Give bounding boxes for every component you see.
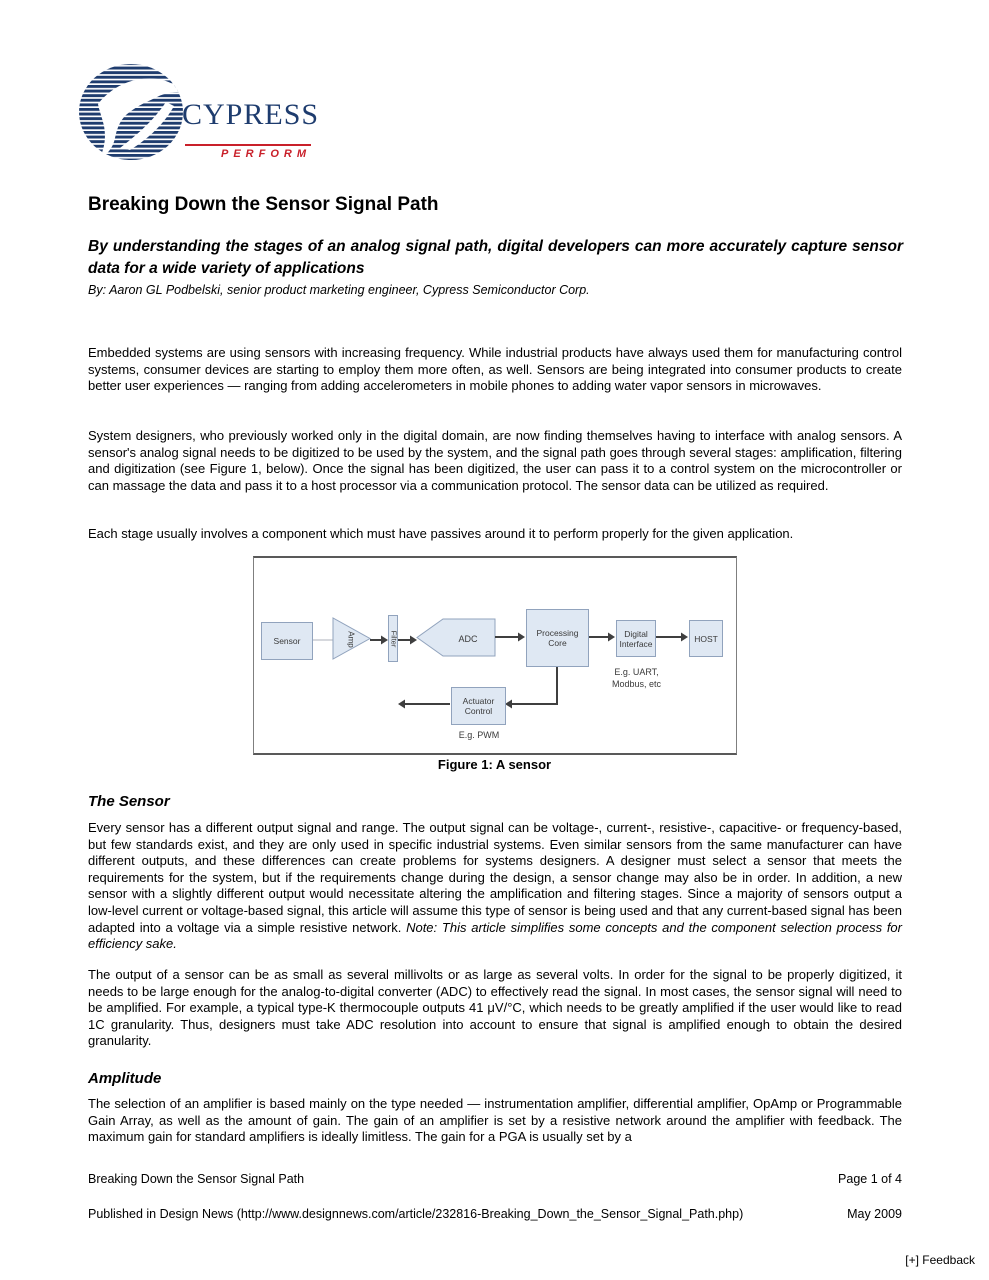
amplitude-paragraph-1: The selection of an amplifier is based mainly on the type needed — instrumentation amplifier, differential amplifier, OpAmp or Programmable Gain Array, as well as the amount of gain. The gain of an amplifier is set by a resistive network around the amplifier with feedback. The maximum gain for standard amplifiers is ideally limitless. The gain for a PGA is usually set by a bbox=[88, 1096, 902, 1145]
section-heading-the-sensor: The Sensor bbox=[88, 793, 170, 810]
sensor-paragraph-1 bbox=[88, 820, 902, 953]
uart-annotation bbox=[584, 666, 689, 690]
intro-paragraph-2: System designers, who previously worked only in the digital domain, are now finding themselves having to interface with analog sensors. A sensor's analog signal needs to be digitized to be used by the system, and the signal path goes through several stages: amplification, filtering and digitization (see Figure 1, below). Once the signal has been digitized, the user can pass it to a control system on the microcontroller or can massage the data and pass it to a host processor via a communication protocol. The sensor data can be utilized as required. bbox=[88, 428, 902, 493]
actuator-control-node: Actuator Control bbox=[451, 687, 506, 725]
intro-paragraph-3: Each stage usually involves a component which must have passives around it to perform properly for the given application. bbox=[88, 526, 794, 541]
digital-interface-node: Digital Interface bbox=[616, 620, 656, 657]
feedback-link[interactable]: [+] Feedback bbox=[905, 1253, 975, 1267]
figure-caption: Figure 1: A sensor bbox=[437, 757, 552, 772]
footer-doc-title: Breaking Down the Sensor Signal Path bbox=[88, 1172, 305, 1186]
amp-label: Amp bbox=[346, 631, 356, 648]
page-title: Breaking Down the Sensor Signal Path bbox=[88, 194, 439, 215]
uart-annotation-line2: Modbus, etc bbox=[611, 679, 662, 689]
sensor-paragraph-2: The output of a sensor can be as small as several millivolts or as large as several volts. In order for the signal to be properly digitized, it needs to be large enough for the analog-to-digital converter (ADC) to effectively read the signal. In most cases, the sensor signal will need to be amplified. For example, a typical type-K thermocouple outputs 41 μV/°C, which needs to be greatly amplified if the user would like to read 1C granularity. Thus, designers must take ADC resolution into account to ensure that signal is amplified enough to obtain the desired granularity. bbox=[88, 967, 902, 1049]
cypress-globe-icon bbox=[78, 62, 186, 162]
footer-source: Published in Design News (http://www.designnews.com/article/232816-Breaking_Down_the_Sensor_Signal_Path.php) bbox=[88, 1207, 744, 1221]
sensor-node: Sensor bbox=[261, 622, 313, 660]
host-node: HOST bbox=[689, 620, 723, 657]
article-byline: By: Aaron GL Podbelski, senior product marketing engineer, Cypress Semiconductor Corp. bbox=[88, 283, 590, 297]
cypress-logo bbox=[78, 60, 318, 164]
intro-paragraph-1: Embedded systems are using sensors with increasing frequency. While industrial products have always used them for manufacturing control systems, consumer devices are starting to employ them more often, as well. Sensors are being integrated into consumer products to create better user experiences — ranging from adding accelerometers in mobile phones to adding water vapor sensors in microwaves. bbox=[88, 345, 902, 394]
sensor-paragraph-1-text: Every sensor has a different output signal and range. The output signal can be voltage-, current-, resistive-, capacitive- or frequency-based, but few standards exist, and they are only used in specific industrial systems. Even similar sensors from the same manufacturer can have different outputs, and these differences can create problems for systems designers. A designer must select a sensor that meets the requirements for the system, but if the requirements change during the design, a sensor change may also be in order. In addition, a new sensor with a slightly different output would necessitate altering the amplification and filtering stages. Since a majority of sensors output a low-level current or voltage-based signal, this article will assume this type of sensor is being used and that any current-based signal has been adapted into a voltage via a simple resistive network. bbox=[88, 820, 902, 935]
brand-rule bbox=[185, 144, 311, 146]
pwm-annotation: E.g. PWM bbox=[458, 730, 500, 740]
article-subtitle: By understanding the stages of an analog signal path, digital developers can more accurately capture sensor data for a wide variety of applications bbox=[88, 238, 903, 277]
section-heading-amplitude: Amplitude bbox=[88, 1070, 162, 1087]
brand-tagline: PERFORM bbox=[221, 148, 311, 160]
footer-line-2 bbox=[88, 1207, 902, 1221]
processing-core-node: Processing Core bbox=[526, 609, 589, 667]
filter-node bbox=[388, 615, 398, 662]
footer-date: May 2009 bbox=[847, 1207, 902, 1221]
adc-node: ADC bbox=[458, 633, 478, 644]
footer-line-1 bbox=[88, 1172, 902, 1186]
amp-node bbox=[333, 619, 370, 660]
uart-annotation-line1: E.g. UART, bbox=[614, 667, 659, 677]
sensor-paragraph-1-note: Note: This article simplifies some concepts and the component selection process for efficiency sake. bbox=[88, 919, 902, 952]
figure-1-diagram bbox=[253, 556, 737, 755]
filter-label: Filter bbox=[389, 630, 399, 647]
brand-wordmark: CYPRESS bbox=[182, 98, 320, 131]
footer-page-number: Page 1 of 4 bbox=[838, 1172, 902, 1186]
